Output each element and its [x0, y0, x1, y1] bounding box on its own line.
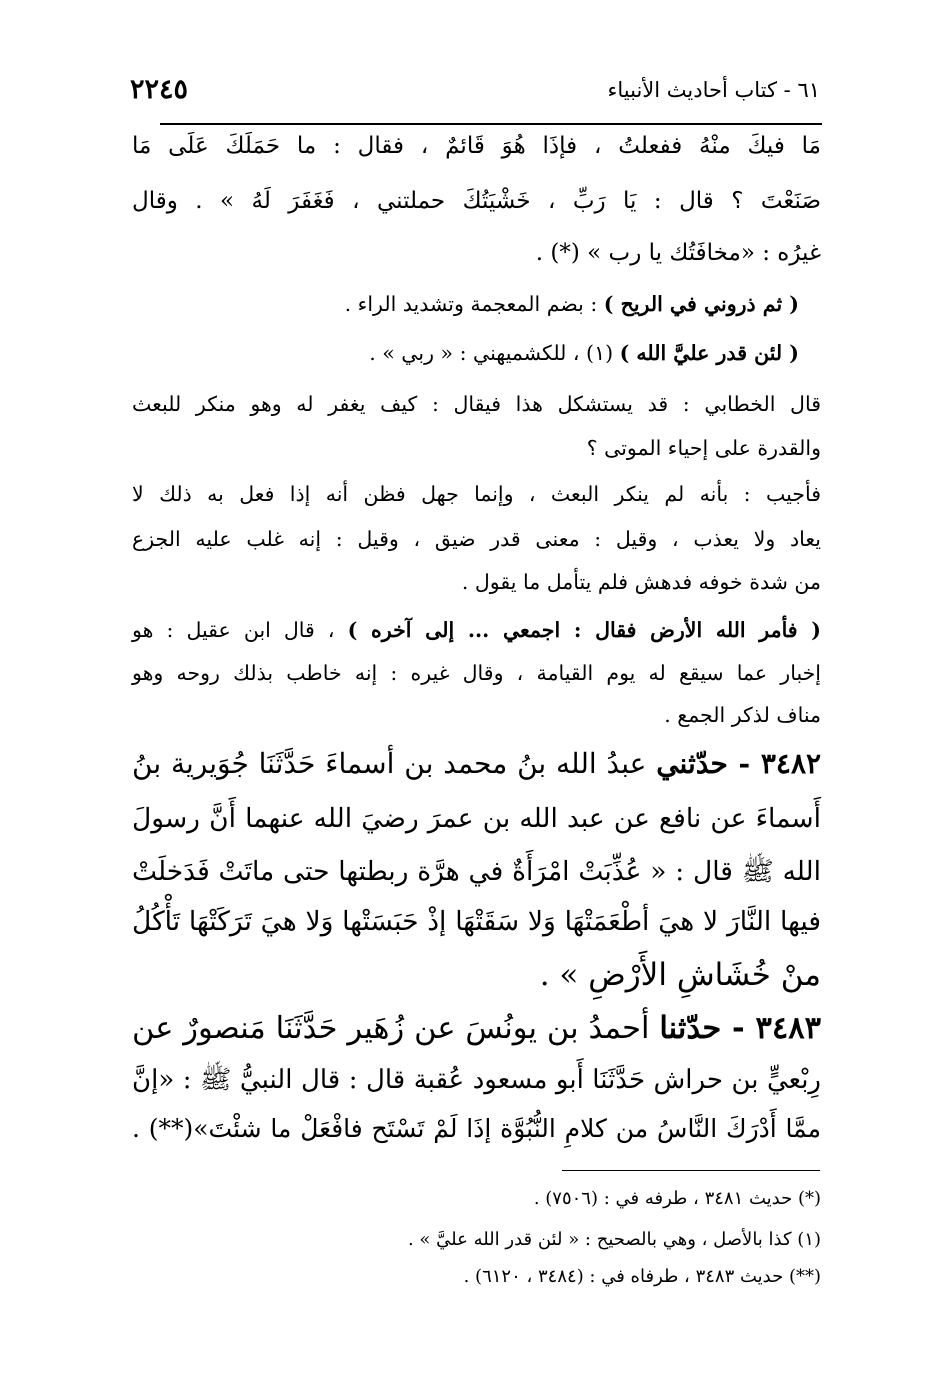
hadith-line: منْ خُشَاشِ الأَرْضِ » .	[539, 957, 821, 993]
page-number: ٢٢٤٥	[130, 74, 189, 105]
hadith-line: الله ﷺ قال : « عُذِّبَتْ امْرَأَةٌ في هرَّة ربطتها حتى ماتَتْ فَدَخلَتْ	[132, 856, 821, 887]
footnote: (*) حديث ٣٤٨١ ، طرفه في : (٧٥٠٦) .	[533, 1188, 821, 1209]
header-rule	[160, 123, 822, 125]
explanation-text: : بضم المعجمة وتشديد الراء .	[344, 292, 604, 316]
hadith-line: فيها النَّارَ لا هيَ أطْعَمَتْهَا وَلا سَقَتْهَا إذْ حَبَسَتْها وَلا هيَ تَرَكَتْهَا تَأْكُلُ	[132, 906, 821, 937]
hadith-number: ٣٤٨٣ - حدّثنا	[659, 1010, 822, 1046]
explanation-text: (١) ، للكشميهني : « ربي » .	[369, 341, 620, 365]
running-head: ٦١ - كتاب أحاديث الأنبياء	[607, 78, 820, 102]
hadith-text: عبدُ الله بنُ محمد بن أسماءَ حَدَّثَنَا جُوَيرية بنُ	[132, 747, 657, 780]
commentary-line: مَا فيكَ منْهُ ففعلتُ ، فإذَا هُوَ قَائمٌ ، فقال : ما حَمَلَكَ عَلَى مَا	[132, 133, 821, 159]
explanation-text: ، قال ابن عقيل : هو	[132, 618, 348, 642]
footnote: (١) كذا بالأصل ، وهي بالصحيح : « لئن قدر الله عليَّ » .	[407, 1229, 821, 1250]
commentary-line: صَنَعْتَ ؟ قال : يَا رَبِّ ، خَشْيَتُكَ حملتني ، فَغَفَرَ لَهُ » . وقال	[132, 188, 821, 214]
hadith-line	[132, 747, 821, 780]
hadith-text: أحمدُ بن يونُسَ عن زُهَير حَدَّثَنَا مَنصورٌ عن	[132, 1011, 660, 1046]
commentary-line	[132, 618, 821, 642]
commentary-line: إخبار عما سيقع له يوم القيامة ، وقال غيره : إنه خاطب بذلك روحه وهو	[132, 661, 821, 685]
commentary-line: يعاد ولا يعذب ، وقيل : معنى قدر ضيق ، وقيل : إنه غلب عليه الجزع	[132, 527, 821, 551]
hadith-line: ممَّا أَدْرَكَ النَّاسُ من كلامِ النُّبُوَّة إذَا لَمْ تَسْتَح فافْعَلْ ما شئْتَ»(**) .	[132, 1114, 821, 1143]
commentary-line	[132, 341, 821, 365]
quoted-phrase: ( لئن قدر عليَّ الله )	[619, 341, 799, 365]
page-header	[120, 70, 820, 110]
commentary-line: مناف لذكر الجمع .	[664, 703, 821, 727]
commentary-line: والقدرة على إحياء الموتى ؟	[586, 436, 821, 460]
footnote-rule	[562, 1170, 820, 1171]
hadith-line	[132, 1010, 821, 1046]
hadith-line: رِبْعيٍّ بن حراش حَدَّثَنَا أَبو مسعود عُقبة قال : قال النبيُّ ﷺ : «إنَّ	[132, 1065, 821, 1095]
commentary-line: فأجيب : بأنه لم ينكر البعث ، وإنما جهل فظن أنه إذا فعل به ذلك لا	[132, 482, 821, 506]
commentary-line	[132, 292, 821, 316]
hadith-number: ٣٤٨٢ - حدّثني	[656, 747, 822, 780]
footnote: (**) حديث ٣٤٨٣ ، طرفاه في : (٣٤٨٤ ، ٦١٢٠) .	[463, 1266, 821, 1287]
hadith-line: أَسماءَ عن نافع عن عبد الله بن عمرَ رضيَ الله عنهما أَنَّ رسولَ	[132, 803, 821, 834]
quoted-phrase: ( فأمر الله الأرض فقال : اجمعي ... إلى آخره )	[347, 618, 821, 642]
commentary-line: من شدة خوفه فدهش فلم يتأمل ما يقول .	[461, 570, 821, 594]
quoted-phrase: ( ثم ذروني في الريح )	[603, 292, 799, 316]
commentary-line: قال الخطابي : قد يستشكل هذا فيقال : كيف يغفر له وهو منكر للبعث	[132, 392, 821, 416]
commentary-line: غيرُه : «مخافَتُك يا رب » (*) .	[535, 240, 821, 266]
